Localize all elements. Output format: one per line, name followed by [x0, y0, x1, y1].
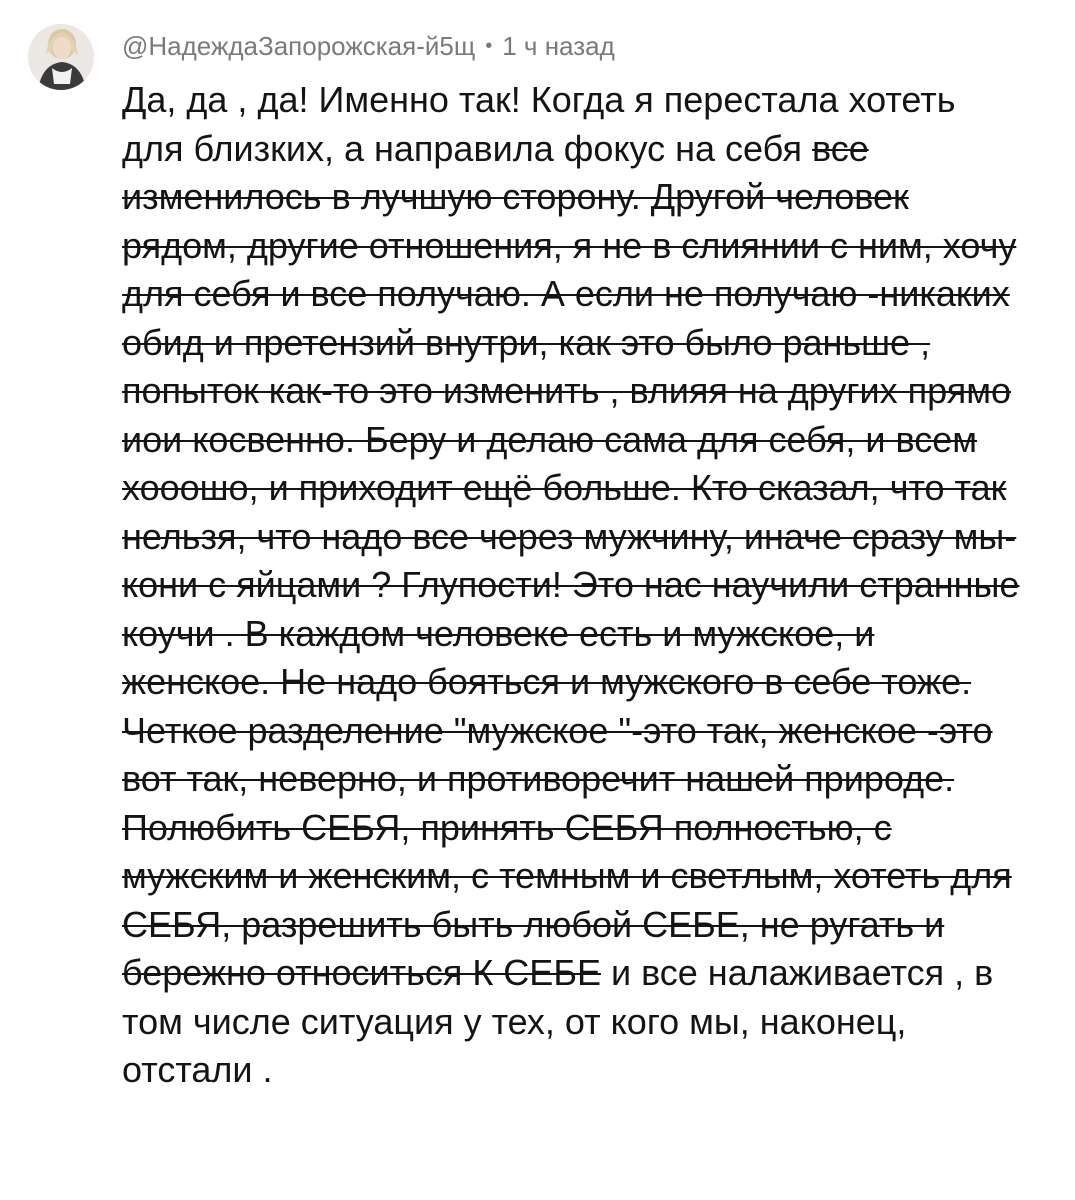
author-handle[interactable]: @НадеждаЗапорожская-й5щ — [122, 30, 476, 61]
comment-header — [122, 26, 615, 66]
comment-timestamp[interactable]: 1 ч назад — [502, 30, 615, 61]
meta-separator: • — [485, 34, 493, 57]
avatar[interactable] — [28, 24, 94, 90]
comment-body — [122, 76, 1022, 1095]
comment-text-plain: Да, да , да! Именно так! Когда я перестала хотеть для близких, а направила фокус на себя — [122, 79, 956, 169]
user-avatar-icon — [28, 24, 94, 90]
comment-text-strikethrough: все изменилось в лучшую сторону. Другой человек рядом, другие отношения, я не в слиянии с ним, хочу для себя и все получаю. А если не получаю -никаких обид и претензий внутри, как это было раньше , попыток как-то это изменить , влияя на других прямо иои косвенно. Беру и делаю сама для себя, и всем хооошо, и приходит ещё больше. Кто сказал, что так нельзя, что надо все через мужчину, иначе сразу мы-кони с яйцами ? Глупости! Это нас научили странные коучи . В каждом человеке есть и мужское, и женское. Не надо бояться и мужского в себе тоже. Четкое разделение "мужское "-это так, женское -это вот так, неверно, и противоречит нашей природе. Полюбить СЕБЯ, принять СЕБЯ полностью, с мужским и женским, с темным и светлым, хотеть для СЕБЯ, разрешить быть любой СЕБЕ, не ругать и бережно относиться К СЕБЕ — [122, 127, 1020, 993]
comment-text-ending: и все налаживается , в том числе ситуация у тех, от кого мы, наконец, отстали . — [122, 952, 994, 1090]
